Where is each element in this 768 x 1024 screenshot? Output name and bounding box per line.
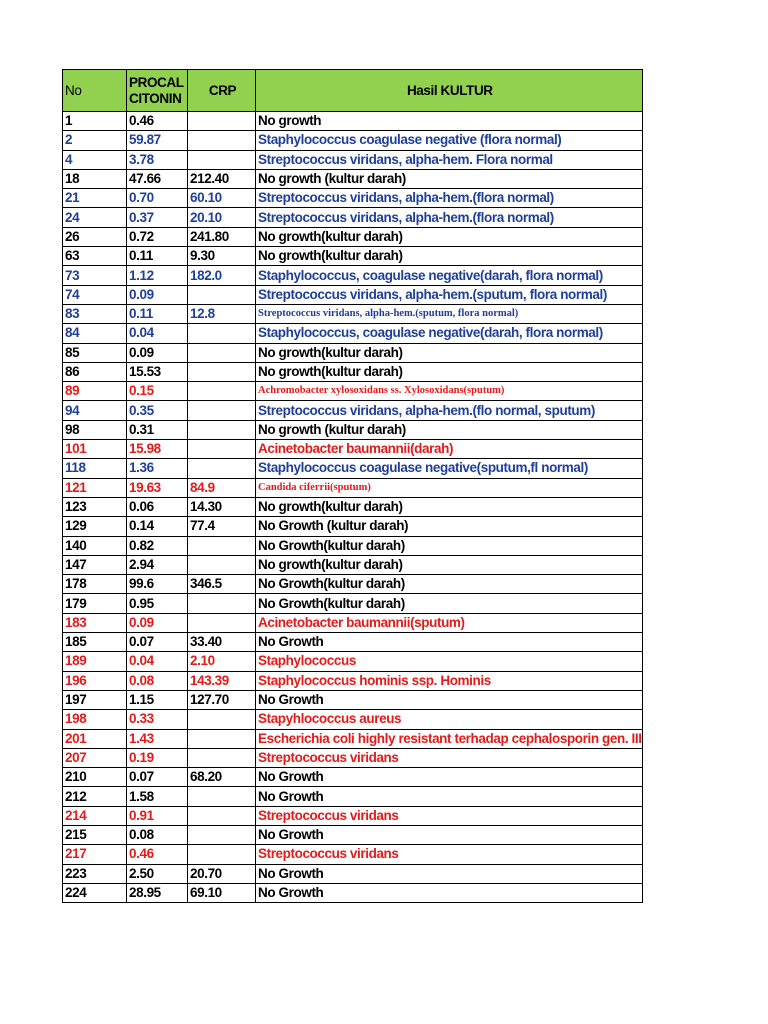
cell-crp[interactable]: 77.4	[188, 517, 256, 536]
cell-procalcitonin[interactable]: 0.07	[127, 633, 188, 652]
cell-crp[interactable]: 20.70	[188, 864, 256, 883]
cell-no[interactable]: 207	[63, 748, 127, 767]
cell-crp[interactable]	[188, 825, 256, 844]
cell-no[interactable]: 179	[63, 594, 127, 613]
culture-results-table	[62, 69, 643, 903]
cell-crp[interactable]: 14.30	[188, 497, 256, 516]
cell-procalcitonin[interactable]: 0.09	[127, 285, 188, 304]
cell-procalcitonin[interactable]: 19.63	[127, 478, 188, 497]
cell-crp[interactable]	[188, 112, 256, 131]
table-row	[63, 575, 643, 594]
cell-procalcitonin[interactable]: 1.58	[127, 787, 188, 806]
cell-crp[interactable]	[188, 324, 256, 343]
cell-crp[interactable]	[188, 362, 256, 381]
cell-hasil-kultur[interactable]: No Growth(kultur darah)	[256, 594, 643, 613]
cell-hasil-kultur[interactable]: Staphylococcus, coagulase negative(darah, flora normal)	[256, 324, 643, 343]
cell-no[interactable]: 18	[63, 169, 127, 188]
cell-procalcitonin[interactable]: 0.91	[127, 806, 188, 825]
table-row	[63, 247, 643, 266]
cell-hasil-kultur[interactable]: No growth	[256, 112, 643, 131]
cell-crp[interactable]	[188, 729, 256, 748]
cell-no[interactable]: 4	[63, 150, 127, 169]
cell-procalcitonin[interactable]: 0.08	[127, 825, 188, 844]
table-row	[63, 401, 643, 420]
cell-no[interactable]: 121	[63, 478, 127, 497]
cell-procalcitonin[interactable]: 0.19	[127, 748, 188, 767]
table-row	[63, 613, 643, 632]
cell-procalcitonin[interactable]: 0.09	[127, 613, 188, 632]
table-row	[63, 285, 643, 304]
cell-procalcitonin[interactable]: 1.12	[127, 266, 188, 285]
cell-hasil-kultur[interactable]: Streptococcus viridans, alpha-hem. Flora normal	[256, 150, 643, 169]
cell-hasil-kultur[interactable]: No Growth	[256, 825, 643, 844]
header-no[interactable]: No	[63, 70, 127, 112]
cell-hasil-kultur[interactable]: Staphylococcus coagulase negative(sputum,fl normal)	[256, 459, 643, 478]
cell-no[interactable]: 83	[63, 304, 127, 323]
table-row	[63, 189, 643, 208]
table-row	[63, 131, 643, 150]
table-row	[63, 787, 643, 806]
table-row	[63, 420, 643, 439]
cell-no[interactable]: 178	[63, 575, 127, 594]
cell-procalcitonin[interactable]: 0.46	[127, 845, 188, 864]
header-crp[interactable]: CRP	[188, 70, 256, 112]
table-row	[63, 633, 643, 652]
cell-hasil-kultur[interactable]: Streptococcus viridans, alpha-hem.(flo normal, sputum)	[256, 401, 643, 420]
cell-procalcitonin[interactable]: 99.6	[127, 575, 188, 594]
cell-hasil-kultur[interactable]: Candida ciferrii(sputum)	[256, 478, 643, 497]
cell-crp[interactable]: 241.80	[188, 227, 256, 246]
cell-hasil-kultur[interactable]: Stapyhlococcus aureus	[256, 710, 643, 729]
table-row	[63, 729, 643, 748]
table-row	[63, 208, 643, 227]
cell-procalcitonin[interactable]: 59.87	[127, 131, 188, 150]
cell-no[interactable]: 215	[63, 825, 127, 844]
cell-hasil-kultur[interactable]: Achromobacter xylosoxidans ss. Xylosoxidans(sputum)	[256, 382, 643, 401]
cell-no[interactable]: 201	[63, 729, 127, 748]
cell-hasil-kultur[interactable]: Acinetobacter baumannii(darah)	[256, 440, 643, 459]
cell-hasil-kultur[interactable]: Staphylococcus	[256, 652, 643, 671]
table-row	[63, 382, 643, 401]
cell-no[interactable]: 86	[63, 362, 127, 381]
cell-no[interactable]: 123	[63, 497, 127, 516]
cell-procalcitonin[interactable]: 2.50	[127, 864, 188, 883]
cell-procalcitonin[interactable]: 15.53	[127, 362, 188, 381]
cell-procalcitonin[interactable]: 0.04	[127, 324, 188, 343]
cell-procalcitonin[interactable]: 0.11	[127, 304, 188, 323]
cell-hasil-kultur[interactable]: Streptococcus viridans	[256, 845, 643, 864]
cell-no[interactable]: 140	[63, 536, 127, 555]
cell-hasil-kultur[interactable]: Escherichia coli highly resistant terhadap cephalosporin gen. III	[256, 729, 643, 748]
cell-no[interactable]: 26	[63, 227, 127, 246]
table-row	[63, 652, 643, 671]
cell-procalcitonin[interactable]: 1.43	[127, 729, 188, 748]
cell-crp[interactable]: 60.10	[188, 189, 256, 208]
cell-procalcitonin[interactable]: 47.66	[127, 169, 188, 188]
cell-crp[interactable]: 68.20	[188, 768, 256, 787]
cell-procalcitonin[interactable]: 0.07	[127, 768, 188, 787]
cell-crp[interactable]	[188, 710, 256, 729]
cell-hasil-kultur[interactable]: No growth(kultur darah)	[256, 343, 643, 362]
cell-hasil-kultur[interactable]: No Growth(kultur darah)	[256, 575, 643, 594]
table-row	[63, 690, 643, 709]
cell-crp[interactable]: 69.10	[188, 883, 256, 902]
cell-hasil-kultur[interactable]: Streptococcus viridans, alpha-hem.(flora normal)	[256, 189, 643, 208]
cell-no[interactable]: 198	[63, 710, 127, 729]
cell-hasil-kultur[interactable]: No Growth	[256, 864, 643, 883]
cell-procalcitonin[interactable]: 0.70	[127, 189, 188, 208]
table-row	[63, 266, 643, 285]
cell-no[interactable]: 89	[63, 382, 127, 401]
table-row	[63, 845, 643, 864]
cell-no[interactable]: 101	[63, 440, 127, 459]
spreadsheet-sheet	[62, 69, 643, 903]
cell-no[interactable]: 21	[63, 189, 127, 208]
header-hasil-kultur[interactable]: Hasil KULTUR	[256, 70, 643, 112]
table-row	[63, 806, 643, 825]
cell-procalcitonin[interactable]: 0.37	[127, 208, 188, 227]
cell-crp[interactable]	[188, 748, 256, 767]
cell-hasil-kultur[interactable]: No Growth	[256, 787, 643, 806]
cell-no[interactable]: 196	[63, 671, 127, 690]
cell-crp[interactable]	[188, 555, 256, 574]
header-procalcitonin[interactable]	[127, 70, 188, 112]
cell-hasil-kultur[interactable]: No growth (kultur darah)	[256, 169, 643, 188]
cell-hasil-kultur[interactable]: No growth (kultur darah)	[256, 420, 643, 439]
cell-no[interactable]: 197	[63, 690, 127, 709]
cell-hasil-kultur[interactable]: No Growth	[256, 883, 643, 902]
table-row	[63, 304, 643, 323]
cell-crp[interactable]	[188, 285, 256, 304]
cell-crp[interactable]	[188, 613, 256, 632]
cell-procalcitonin[interactable]: 1.36	[127, 459, 188, 478]
cell-hasil-kultur[interactable]: Streptococcus viridans	[256, 748, 643, 767]
table-row	[63, 112, 643, 131]
table-row	[63, 768, 643, 787]
cell-crp[interactable]	[188, 401, 256, 420]
cell-crp[interactable]	[188, 343, 256, 362]
table-row	[63, 324, 643, 343]
table-row	[63, 169, 643, 188]
cell-crp[interactable]	[188, 536, 256, 555]
table-row	[63, 227, 643, 246]
cell-procalcitonin[interactable]: 0.14	[127, 517, 188, 536]
cell-hasil-kultur[interactable]: Streptococcus viridans, alpha-hem.(sputum, flora normal)	[256, 304, 643, 323]
cell-crp[interactable]: 12.8	[188, 304, 256, 323]
cell-procalcitonin[interactable]: 0.95	[127, 594, 188, 613]
cell-no[interactable]: 85	[63, 343, 127, 362]
cell-no[interactable]: 24	[63, 208, 127, 227]
cell-no[interactable]: 84	[63, 324, 127, 343]
cell-procalcitonin[interactable]: 0.08	[127, 671, 188, 690]
cell-procalcitonin[interactable]: 15.98	[127, 440, 188, 459]
cell-procalcitonin[interactable]: 0.35	[127, 401, 188, 420]
table-row	[63, 864, 643, 883]
cell-no[interactable]: 183	[63, 613, 127, 632]
cell-crp[interactable]	[188, 150, 256, 169]
cell-crp[interactable]	[188, 382, 256, 401]
table-row	[63, 497, 643, 516]
cell-no[interactable]: 147	[63, 555, 127, 574]
cell-hasil-kultur[interactable]: Staphylococcus, coagulase negative(darah, flora normal)	[256, 266, 643, 285]
cell-no[interactable]: 63	[63, 247, 127, 266]
cell-procalcitonin[interactable]: 0.31	[127, 420, 188, 439]
cell-procalcitonin[interactable]: 2.94	[127, 555, 188, 574]
cell-crp[interactable]	[188, 131, 256, 150]
table-row	[63, 748, 643, 767]
cell-no[interactable]: 1	[63, 112, 127, 131]
cell-hasil-kultur[interactable]: No growth(kultur darah)	[256, 497, 643, 516]
table-row	[63, 343, 643, 362]
table-row	[63, 362, 643, 381]
cell-no[interactable]: 223	[63, 864, 127, 883]
cell-crp[interactable]	[188, 845, 256, 864]
cell-no[interactable]: 118	[63, 459, 127, 478]
header-row	[63, 70, 643, 112]
cell-procalcitonin[interactable]: 0.15	[127, 382, 188, 401]
cell-crp[interactable]: 2.10	[188, 652, 256, 671]
cell-procalcitonin[interactable]: 0.09	[127, 343, 188, 362]
table-row	[63, 883, 643, 902]
cell-no[interactable]: 189	[63, 652, 127, 671]
cell-procalcitonin[interactable]: 28.95	[127, 883, 188, 902]
cell-hasil-kultur[interactable]: No Growth	[256, 633, 643, 652]
table-row	[63, 478, 643, 497]
cell-no[interactable]: 98	[63, 420, 127, 439]
cell-no[interactable]: 224	[63, 883, 127, 902]
table-row	[63, 825, 643, 844]
cell-hasil-kultur[interactable]: No Growth	[256, 690, 643, 709]
cell-procalcitonin[interactable]: 3.78	[127, 150, 188, 169]
table-row	[63, 150, 643, 169]
cell-hasil-kultur[interactable]: No growth(kultur darah)	[256, 227, 643, 246]
cell-crp[interactable]: 182.0	[188, 266, 256, 285]
table-row	[63, 459, 643, 478]
cell-crp[interactable]: 9.30	[188, 247, 256, 266]
cell-no[interactable]: 212	[63, 787, 127, 806]
cell-no[interactable]: 73	[63, 266, 127, 285]
cell-no[interactable]: 214	[63, 806, 127, 825]
cell-hasil-kultur[interactable]: Staphylococcus hominis ssp. Hominis	[256, 671, 643, 690]
cell-procalcitonin[interactable]: 1.15	[127, 690, 188, 709]
table-row	[63, 671, 643, 690]
table-row	[63, 710, 643, 729]
table-row	[63, 536, 643, 555]
cell-hasil-kultur[interactable]: No Growth(kultur darah)	[256, 536, 643, 555]
cell-crp[interactable]	[188, 806, 256, 825]
cell-procalcitonin[interactable]: 0.04	[127, 652, 188, 671]
cell-no[interactable]: 185	[63, 633, 127, 652]
cell-no[interactable]: 217	[63, 845, 127, 864]
cell-no[interactable]: 129	[63, 517, 127, 536]
table-body	[63, 112, 643, 903]
cell-crp[interactable]	[188, 459, 256, 478]
cell-crp[interactable]: 346.5	[188, 575, 256, 594]
table-row	[63, 517, 643, 536]
cell-crp[interactable]	[188, 440, 256, 459]
cell-crp[interactable]	[188, 787, 256, 806]
header-procalcitonin-label: PROCAL CITONIN	[129, 74, 184, 106]
cell-crp[interactable]	[188, 594, 256, 613]
cell-crp[interactable]	[188, 420, 256, 439]
cell-hasil-kultur[interactable]: Streptococcus viridans	[256, 806, 643, 825]
cell-hasil-kultur[interactable]: Streptococcus viridans, alpha-hem.(sputum, flora normal)	[256, 285, 643, 304]
cell-crp[interactable]: 212.40	[188, 169, 256, 188]
cell-hasil-kultur[interactable]: Streptococcus viridans, alpha-hem.(flora normal)	[256, 208, 643, 227]
cell-crp[interactable]: 20.10	[188, 208, 256, 227]
table-row	[63, 440, 643, 459]
cell-no[interactable]: 94	[63, 401, 127, 420]
cell-hasil-kultur[interactable]: No Growth	[256, 768, 643, 787]
table-row	[63, 594, 643, 613]
cell-crp[interactable]: 84.9	[188, 478, 256, 497]
cell-procalcitonin[interactable]: 0.33	[127, 710, 188, 729]
cell-procalcitonin[interactable]: 0.11	[127, 247, 188, 266]
table-row	[63, 555, 643, 574]
cell-hasil-kultur[interactable]: Acinetobacter baumannii(sputum)	[256, 613, 643, 632]
cell-crp[interactable]: 143.39	[188, 671, 256, 690]
cell-crp[interactable]: 127.70	[188, 690, 256, 709]
cell-no[interactable]: 74	[63, 285, 127, 304]
cell-crp[interactable]: 33.40	[188, 633, 256, 652]
cell-hasil-kultur[interactable]: No Growth (kultur darah)	[256, 517, 643, 536]
cell-procalcitonin[interactable]: 0.06	[127, 497, 188, 516]
cell-hasil-kultur[interactable]: No growth(kultur darah)	[256, 362, 643, 381]
cell-procalcitonin[interactable]: 0.46	[127, 112, 188, 131]
cell-hasil-kultur[interactable]: Staphylococcus coagulase negative (flora normal)	[256, 131, 643, 150]
cell-procalcitonin[interactable]: 0.82	[127, 536, 188, 555]
cell-hasil-kultur[interactable]: No growth(kultur darah)	[256, 247, 643, 266]
cell-procalcitonin[interactable]: 0.72	[127, 227, 188, 246]
cell-no[interactable]: 210	[63, 768, 127, 787]
cell-hasil-kultur[interactable]: No growth(kultur darah)	[256, 555, 643, 574]
cell-no[interactable]: 2	[63, 131, 127, 150]
